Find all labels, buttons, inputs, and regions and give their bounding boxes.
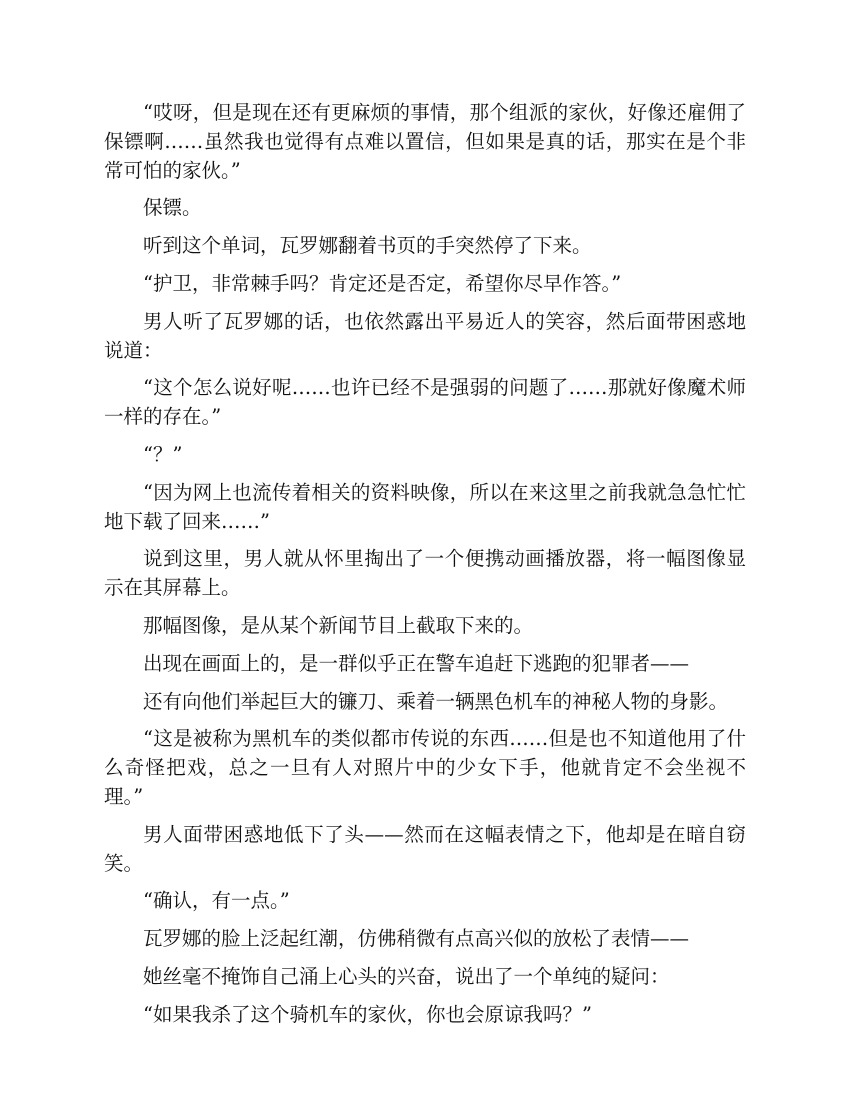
paragraph: 瓦罗娜的脸上泛起红潮，仿佛稍微有点高兴似的放松了表情—— bbox=[143, 927, 690, 951]
paragraph: “护卫，非常棘手吗？肯定还是否定，希望你尽早作答。” bbox=[143, 271, 622, 295]
paragraph: 保镖。 bbox=[143, 196, 202, 220]
document-body bbox=[104, 99, 746, 1039]
paragraph: “这个怎么说好呢……也许已经不是强弱的问题了……那就好像魔术师一样的存在。” bbox=[104, 376, 746, 429]
paragraph: 出现在画面上的，是一群似乎正在警车追赶下逃跑的犯罪者—— bbox=[143, 651, 690, 675]
paragraph: “？” bbox=[143, 442, 183, 466]
paragraph: 她丝毫不掩饰自己涌上心头的兴奋，说出了一个单纯的疑问： bbox=[143, 964, 670, 988]
paragraph: 男人面带困惑地低下了头——然而在这幅表情之下，他却是在暗自窃笑。 bbox=[104, 822, 746, 875]
paragraph: 那幅图像，是从某个新闻节目上截取下来的。 bbox=[143, 613, 534, 637]
paragraph: 说到这里，男人就从怀里掏出了一个便携动画播放器，将一幅图像显示在其屏幕上。 bbox=[104, 547, 746, 600]
paragraph: “这是被称为黑机车的类似都市传说的东西……但是也不知道他用了什么奇怪把戏，总之一旦有人对照片中的少女下手，他就肯定不会坐视不理。” bbox=[104, 727, 746, 808]
paragraph: “确认，有一点。” bbox=[143, 889, 290, 913]
paragraph: 男人听了瓦罗娜的话，也依然露出平易近人的笑容，然后面带困惑地说道： bbox=[104, 309, 746, 362]
paragraph: “哎呀，但是现在还有更麻烦的事情，那个组派的家伙，好像还雇佣了保镖啊……虽然我也觉得有点难以置信，但如果是真的话，那实在是个非常可怕的家伙。” bbox=[104, 101, 746, 182]
paragraph: 听到这个单词，瓦罗娜翻着书页的手突然停了下来。 bbox=[143, 234, 592, 258]
paragraph: “因为网上也流传着相关的资料映像，所以在来这里之前我就急急忙忙地下载了回来……” bbox=[104, 480, 746, 533]
paragraph: 还有向他们举起巨大的镰刀、乘着一辆黑色机车的神秘人物的身影。 bbox=[143, 689, 729, 713]
paragraph: “如果我杀了这个骑机车的家伙，你也会原谅我吗？” bbox=[143, 1002, 592, 1026]
